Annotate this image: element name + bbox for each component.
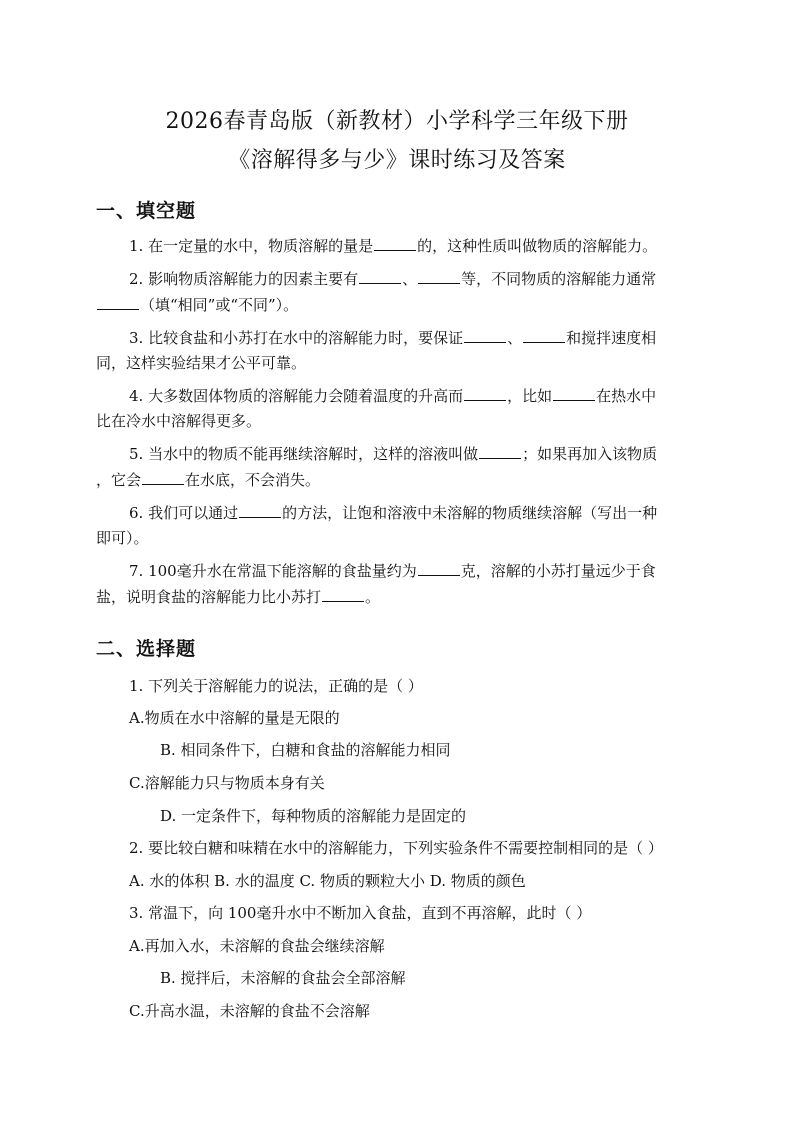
fill-question-5: 5. 当水中的物质不能再继续溶解时，这样的溶液叫做 ；如果再加入该物质 [129, 445, 658, 463]
answer-blank [464, 328, 506, 343]
answer-blank [553, 386, 595, 401]
answer-blank [359, 269, 401, 284]
choice-question-2: 2. 要比较白糖和味精在水中的溶解能力，下列实验条件不需要控制相同的是（ ） [129, 839, 663, 857]
choice-option-b: B. 相同条件下，白糖和食盐的溶解能力相同 [160, 741, 451, 759]
fill-question-2: 2. 影响物质溶解能力的因素主要有 、 等，不同物质的溶解能力通常 [129, 270, 657, 288]
answer-blank [418, 561, 460, 576]
fill-question-5-cont: ，它会 在水底，不会消失。 [96, 471, 321, 489]
fill-question-7: 7. 100毫升水在常温下能溶解的食盐量约为 克，溶解的小苏打量远少于食 [129, 562, 656, 580]
fill-question-3: 3. 比较食盐和小苏打在水中的溶解能力时，要保证 、 和搅拌速度相 [129, 329, 657, 347]
fill-question-3-cont: 同，这样实验结果才公平可靠。 [96, 354, 307, 372]
choice-options-row: A. 水的体积 B. 水的温度 C. 物质的颗粒大小 D. 物质的颜色 [129, 872, 526, 890]
choice-question-3: 3. 常温下，向 100毫升水中不断加入食盐，直到不再溶解，此时（ ） [129, 904, 592, 922]
fill-question-6-cont: 即可）。 [96, 529, 149, 547]
document-title-line2: 《溶解得多与少》课时练习及答案 [228, 148, 566, 173]
section-heading-choice: 二、选择题 [96, 638, 197, 660]
answer-blank [464, 386, 506, 401]
fill-question-2-cont: （填“相同”或“不同”）。 [96, 295, 298, 315]
answer-blank [239, 503, 281, 518]
answer-blank [374, 236, 416, 251]
choice-option-a: A.再加入水，未溶解的食盐会继续溶解 [129, 937, 385, 955]
choice-question-1: 1. 下列关于溶解能力的说法，正确的是（ ） [129, 677, 423, 695]
document-title-line1: 2026春青岛版（新教材）小学科学三年级下册 [165, 109, 629, 134]
choice-option-b: B. 搅拌后，未溶解的食盐会全部溶解 [160, 969, 406, 987]
choice-option-c: C.升高水温，未溶解的食盐不会溶解 [129, 1002, 370, 1020]
answer-blank [479, 444, 521, 459]
choice-option-d: D. 一定条件下，每种物质的溶解能力是固定的 [160, 807, 467, 825]
choice-option-c: C.溶解能力只与物质本身有关 [129, 774, 325, 792]
fill-question-7-cont: 盐，说明食盐的溶解能力比小苏打 。 [96, 588, 381, 606]
answer-blank [97, 295, 139, 310]
fill-question-1: 1. 在一定量的水中，物质溶解的量是 的，这种性质叫做物质的溶解能力。 [129, 237, 658, 255]
answer-blank [523, 328, 565, 343]
section-heading-fill: 一、填空题 [96, 200, 197, 222]
fill-question-4-cont: 比在冷水中溶解得更多。 [96, 412, 262, 430]
fill-question-4: 4. 大多数固体物质的溶解能力会随着温度的升高而 ，比如 在热水中 [129, 387, 657, 405]
answer-blank [142, 470, 184, 485]
fill-question-6: 6. 我们可以通过 的方法，让饱和溶液中未溶解的物质继续溶解（写出一种 [129, 504, 658, 522]
choice-option-a: A.物质在水中溶解的量是无限的 [129, 709, 340, 727]
answer-blank [418, 269, 460, 284]
answer-blank [322, 587, 364, 602]
